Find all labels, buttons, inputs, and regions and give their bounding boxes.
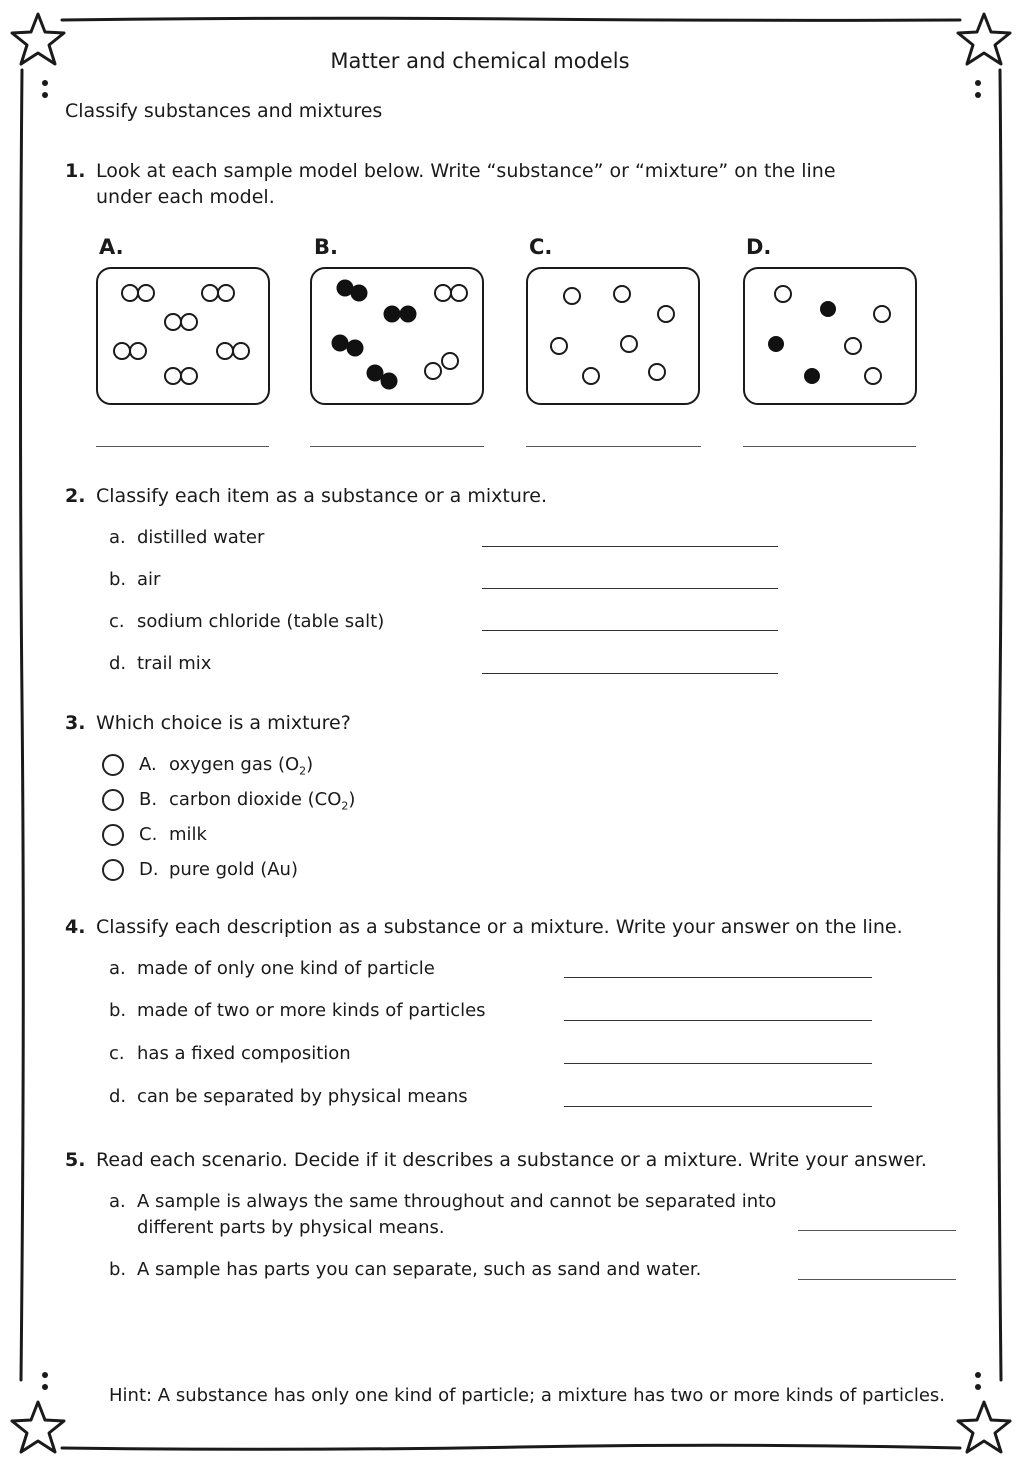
dots-icon <box>39 78 51 102</box>
question-number: 4. <box>65 916 86 938</box>
question-number: 5. <box>65 1149 86 1171</box>
page-title: Matter and chemical models <box>330 49 630 73</box>
q4-item-b: b. made of two or more kinds of particles <box>109 1000 486 1021</box>
answer-line-d[interactable] <box>743 446 916 447</box>
q5-item-a-continued: different parts by physical means. <box>137 1217 445 1238</box>
model-c-diagram <box>525 266 701 406</box>
option-b-label: B. carbon dioxide $(CO_2)$ <box>139 789 356 813</box>
model-label-b: B. <box>314 235 338 259</box>
q2-item-b: b. air <box>109 569 161 590</box>
q4-item-c: c. has a fixed composition <box>109 1043 351 1064</box>
q5-answer-line-b[interactable] <box>798 1279 956 1280</box>
star-icon <box>954 1398 1014 1458</box>
q4-answer-line-a[interactable] <box>564 977 872 978</box>
question-text: Look at each sample model below. Write “substance” or “mixture” on the line <box>96 160 836 182</box>
q2-answer-line-c[interactable] <box>482 630 778 631</box>
model-d-diagram <box>742 266 918 406</box>
q2-item-d: d. trail mix <box>109 653 212 674</box>
radio-option-b[interactable] <box>102 789 124 811</box>
q4-answer-line-b[interactable] <box>564 1020 872 1021</box>
q5-item-a: a. A sample is always the same throughout and cannot be separated into <box>109 1191 777 1212</box>
section-subtitle: Classify substances and mixtures <box>65 100 383 122</box>
star-icon <box>8 1398 68 1458</box>
question-number: 3. <box>65 712 86 734</box>
question-5 <box>65 1149 927 1171</box>
q5-answer-line-a[interactable] <box>798 1230 956 1231</box>
option-d-label: D. pure gold (Au) <box>139 859 298 880</box>
dots-icon <box>972 78 984 102</box>
q2-answer-line-b[interactable] <box>482 588 778 589</box>
q2-answer-line-a[interactable] <box>482 546 778 547</box>
model-b-diagram <box>309 266 485 406</box>
radio-option-d[interactable] <box>102 859 124 881</box>
radio-option-c[interactable] <box>102 824 124 846</box>
question-number: 2. <box>65 485 86 507</box>
q2-answer-line-d[interactable] <box>482 673 778 674</box>
q4-item-a: a. made of only one kind of particle <box>109 958 435 979</box>
model-label-d: D. <box>746 235 772 259</box>
q2-item-a: a. distilled water <box>109 527 265 548</box>
question-1-continued: under each model. <box>96 186 275 208</box>
option-c-label: C. milk <box>139 824 207 845</box>
question-text: Read each scenario. Decide if it describes a substance or a mixture. Write your answer. <box>96 1149 927 1171</box>
radio-option-a[interactable] <box>102 754 124 776</box>
dots-icon <box>39 1370 51 1394</box>
star-icon <box>954 10 1014 70</box>
answer-line-a[interactable] <box>96 446 269 447</box>
question-number: 1. <box>65 160 86 182</box>
answer-line-c[interactable] <box>526 446 701 447</box>
model-label-c: C. <box>529 235 553 259</box>
q4-answer-line-d[interactable] <box>564 1106 872 1107</box>
question-3 <box>65 712 351 734</box>
question-2 <box>65 485 547 507</box>
q4-item-d: d. can be separated by physical means <box>109 1086 468 1107</box>
hint-text: Hint: A substance has only one kind of particle; a mixture has two or more kinds of particles. <box>109 1385 946 1406</box>
question-text: Classify each item as a substance or a mixture. <box>96 485 548 507</box>
question-1 <box>65 160 836 182</box>
dots-icon <box>972 1370 984 1394</box>
question-text: Which choice is a mixture? <box>96 712 351 734</box>
q5-item-b: b. A sample has parts you can separate, such as sand and water. <box>109 1259 702 1280</box>
question-text: Classify each description as a substance or a mixture. Write your answer on the line. <box>96 916 903 938</box>
model-label-a: A. <box>99 235 124 259</box>
model-a-diagram <box>95 266 271 406</box>
answer-line-b[interactable] <box>310 446 484 447</box>
option-a-label: A. oxygen gas $(O_2)$ <box>139 754 314 778</box>
q4-answer-line-c[interactable] <box>564 1063 872 1064</box>
q2-item-c: c. sodium chloride (table salt) <box>109 611 385 632</box>
question-4 <box>65 916 903 938</box>
